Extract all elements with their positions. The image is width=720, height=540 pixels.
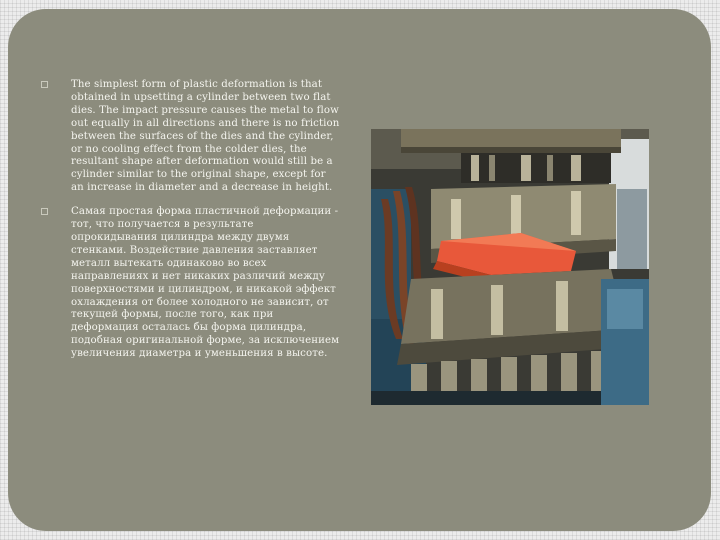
- bullet-text-english: The simplest form of plastic deformation is that obtained in upsetting a cylinder between two flat dies. The impact pressure causes the metal to flow out equally in all directions and there is no friction between the surfaces of the dies and the cylinder, or no cooling effect from the colder dies, the resultant shape after deformation would still be a cylinder similar to the original shape, except for an increase in diameter and a decrease in height.: [71, 79, 340, 194]
- bullet-item-russian: [41, 206, 341, 361]
- square-bullet-icon: [41, 208, 48, 215]
- square-bullet-icon: [41, 81, 48, 88]
- bullet-list: [41, 79, 341, 372]
- bullet-item-english: [41, 79, 341, 195]
- forming-press-photo: [371, 129, 649, 405]
- bullet-text-russian: Самая простая форма пластичной деформации - тот, что получается в результате опрокидывания цилиндра между двумя стенками. Воздействие давления заставляет металл вытекать одинаково во всех направлениях и нет никаких различий между поверхностями и цилиндром, и никакой эффект охлаждения от более холодного не зависит, от текущей формы, после того, как при деформация осталась бы форма цилиндра, подобная оригинальной форме, за исключением увеличения диаметра и уменьшения в высоте.: [71, 206, 340, 360]
